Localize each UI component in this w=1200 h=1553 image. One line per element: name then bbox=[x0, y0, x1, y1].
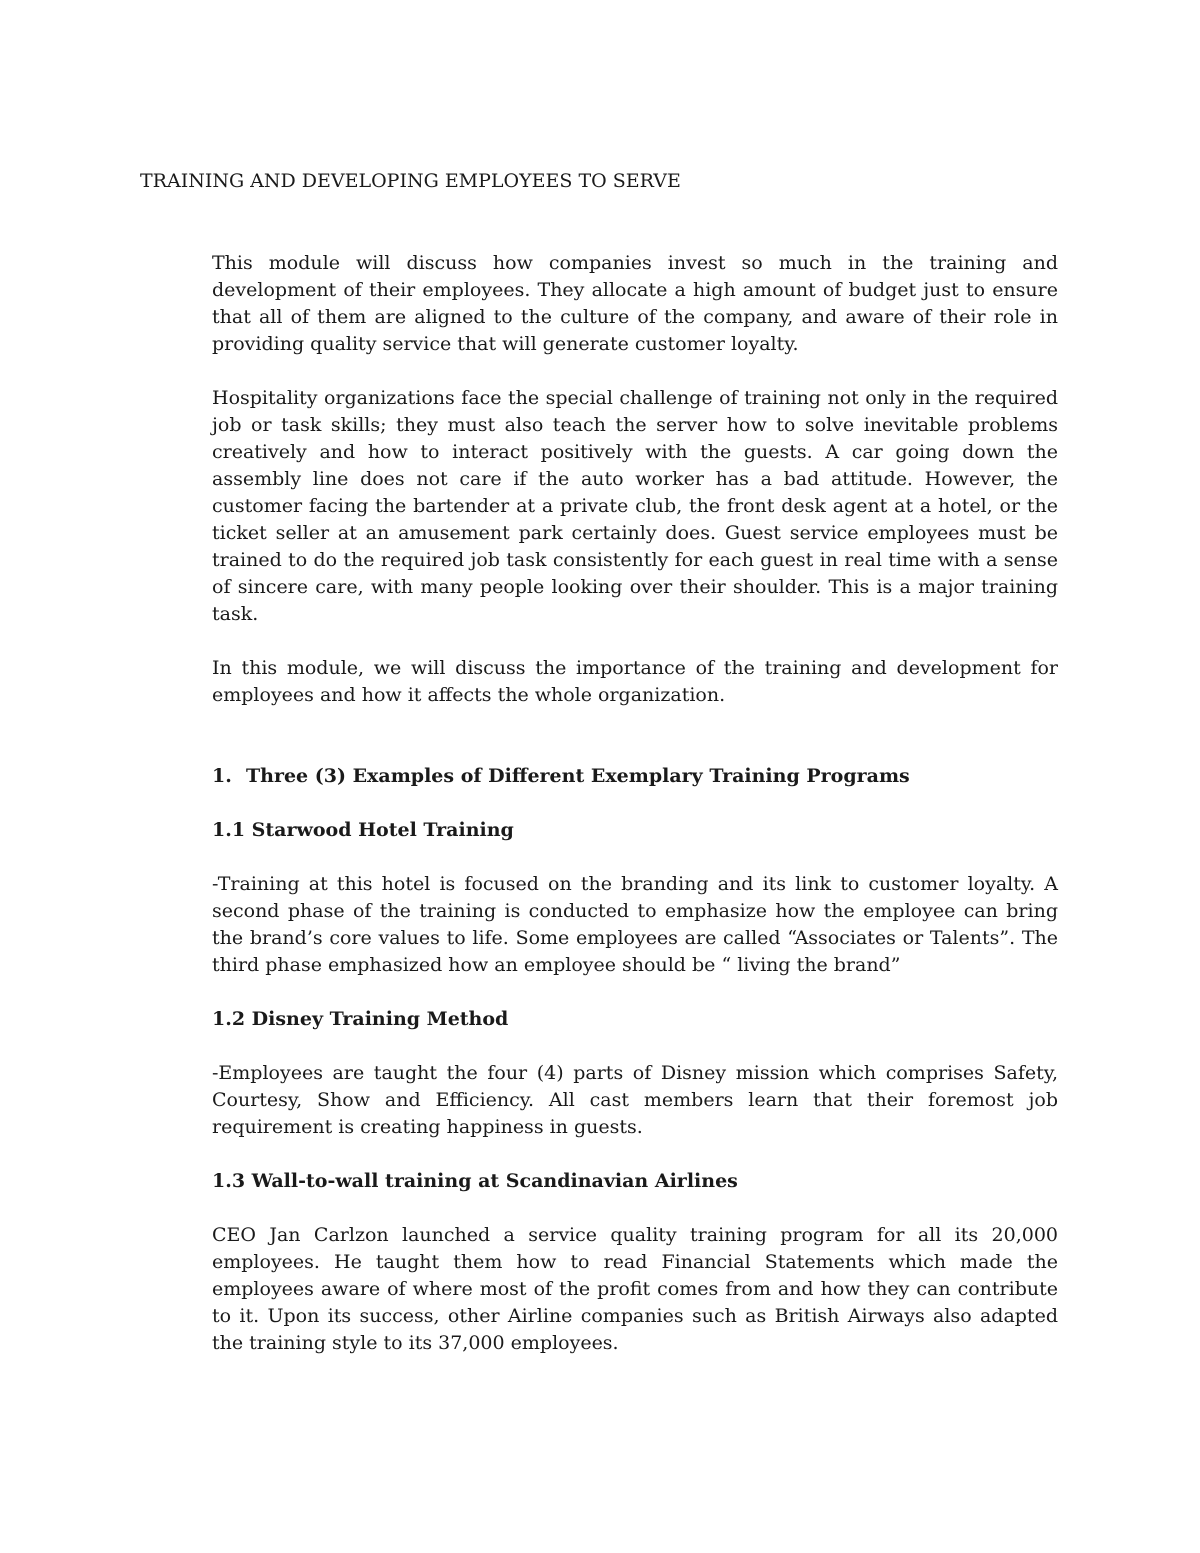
subsection-1-3-text: CEO Jan Carlzon launched a service quality training program for all its 20,000 employees. He taught them how to read Financial Statements which made the employees aware of where most of the profit comes from and how they can contribute to it. Upon its success, other Airline companies such as British Airways also adapted the training style to its 37,000 employees. bbox=[212, 1224, 1058, 1354]
document-title: TRAINING AND DEVELOPING EMPLOYEES TO SERVE bbox=[140, 170, 681, 192]
intro-paragraph-3: In this module, we will discuss the importance of the training and development for employees and how it affects the whole organization. bbox=[212, 657, 1058, 706]
section-1-number: 1. bbox=[212, 765, 232, 787]
subsection-1-3-heading: 1.3 Wall-to-wall training at Scandinavian Airlines bbox=[212, 1170, 738, 1192]
subsection-1-2-heading: 1.2 Disney Training Method bbox=[212, 1008, 509, 1030]
section-1-heading bbox=[212, 763, 1058, 790]
intro-paragraph-1: This module will discuss how companies invest so much in the training and development of their employees. They allocate a high amount of budget just to ensure that all of them are aligned to the culture of the company, and aware of their role in providing quality service that will generate customer loyalty. bbox=[212, 252, 1058, 355]
document-body bbox=[212, 250, 1058, 1357]
intro-paragraph-2: Hospitality organizations face the special challenge of training not only in the required job or task skills; they must also teach the server how to solve inevitable problems creatively and how to interact positively with the guests. A car going down the assembly line does not care if the auto worker has a bad attitude. However, the customer facing the bartender at a private club, the front desk agent at a hotel, or the ticket seller at an amusement park certainly does. Guest service employees must be trained to do the required job task consistently for each guest in real time with a sense of sincere care, with many people looking over their shoulder. This is a major training task. bbox=[212, 387, 1058, 625]
section-1-title: Three (3) Examples of Different Exemplary Training Programs bbox=[246, 765, 910, 787]
subsection-1-1-heading: 1.1 Starwood Hotel Training bbox=[212, 819, 514, 841]
subsection-1-2-text: -Employees are taught the four (4) parts of Disney mission which comprises Safety, Courtesy, Show and Efficiency. All cast members learn that their foremost job requirement is creating happiness in guests. bbox=[212, 1062, 1058, 1138]
subsection-1-1-text: -Training at this hotel is focused on the branding and its link to customer loyalty. A second phase of the training is conducted to emphasize how the employee can bring the brand’s core values to life. Some employees are called “Associates or Talents”. The third phase emphasized how an employee should be “ living the brand” bbox=[212, 873, 1058, 976]
